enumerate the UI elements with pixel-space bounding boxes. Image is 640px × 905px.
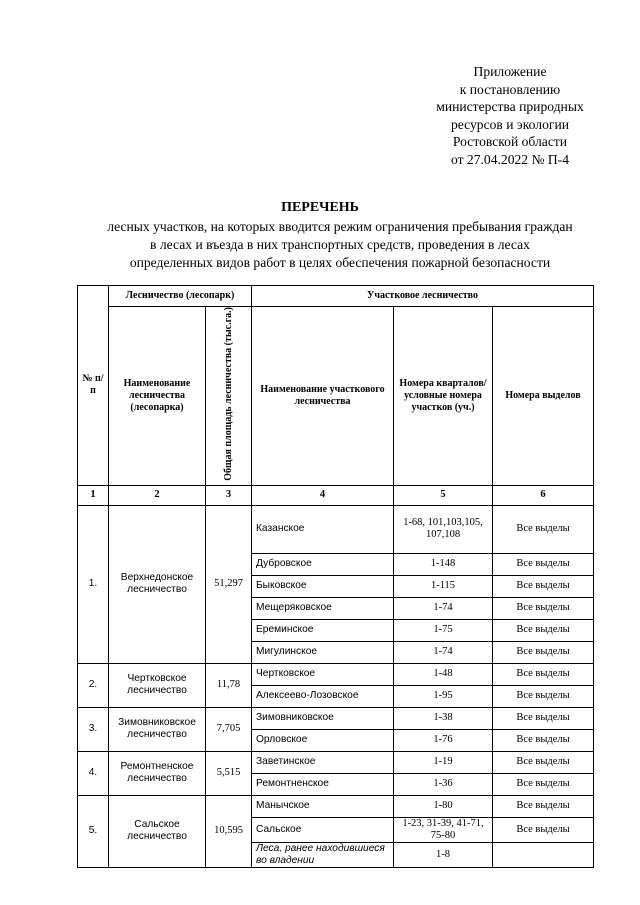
header-group-forestry: Лесничество (лесопарк) [109, 286, 252, 307]
forestry-number: 1. [78, 505, 109, 663]
header-area-cell [206, 307, 252, 486]
district-name: Мещеряковское [252, 597, 394, 619]
header-group-district: Участковое лесничество [252, 286, 594, 307]
quarter-numbers: 1-115 [394, 575, 493, 597]
quarter-numbers: 1-74 [394, 641, 493, 663]
table-row [78, 751, 594, 773]
forestry-area: 7,705 [206, 707, 252, 751]
plot-numbers: Все выделы [493, 751, 594, 773]
forestry-name: Ремонтненское лесничество [109, 751, 206, 795]
plot-numbers: Все выделы [493, 553, 594, 575]
plot-numbers: Все выделы [493, 641, 594, 663]
document-subtitle [60, 218, 620, 272]
forestry-name: Верхнедонское лесничество [109, 505, 206, 663]
column-number: 1 [78, 485, 109, 505]
quarter-numbers: 1-76 [394, 729, 493, 751]
forestry-name: Зимовниковское лесничество [109, 707, 206, 751]
plot-numbers: Все выделы [493, 619, 594, 641]
quarter-numbers: 1-148 [394, 553, 493, 575]
forestry-area: 5,515 [206, 751, 252, 795]
appendix-line: Приложение [473, 64, 547, 79]
subtitle-line: определенных видов работ в целях обеспечения пожарной безопасности [129, 255, 551, 270]
table-row [78, 795, 594, 817]
header-forestry-name: Наименование лесничества (лесопарка) [109, 307, 206, 486]
district-name: Алексеево-Лозовское [252, 685, 394, 707]
plot-numbers: Все выделы [493, 575, 594, 597]
quarter-numbers: 1-19 [394, 751, 493, 773]
quarter-numbers: 1-74 [394, 597, 493, 619]
table-row [78, 505, 594, 553]
forestry-name: Чертковское лесничество [109, 663, 206, 707]
plot-numbers: Все выделы [493, 663, 594, 685]
plot-numbers: Все выделы [493, 729, 594, 751]
appendix-line: от 27.04.2022 № П-4 [450, 151, 570, 167]
plot-numbers: Все выделы [493, 505, 594, 553]
district-name: Ремонтненское [252, 773, 394, 795]
forest-plots-table [77, 285, 594, 868]
appendix-line: министерства природных [436, 99, 584, 115]
quarter-numbers: 1-95 [394, 685, 493, 707]
column-number: 5 [394, 485, 493, 505]
document-title: ПЕРЕЧЕНЬ [281, 200, 359, 215]
column-number: 2 [109, 485, 206, 505]
district-name: Чертковское [252, 663, 394, 685]
quarter-numbers: 1-80 [394, 795, 493, 817]
column-number: 6 [493, 485, 594, 505]
district-name: Манычское [252, 795, 394, 817]
district-name: Сальское [252, 817, 394, 842]
quarter-numbers: 1-75 [394, 619, 493, 641]
column-number: 3 [206, 485, 252, 505]
appendix-line: ресурсов и экологии [450, 116, 569, 132]
header-quarters: Номера кварталов/ условные номера участков (уч.) [394, 307, 493, 486]
table-row [78, 663, 594, 685]
plot-numbers: Все выделы [493, 685, 594, 707]
subtitle-line: лесных участков, на которых вводится режим ограничения пребывания граждан [107, 219, 573, 234]
plot-numbers: Все выделы [493, 773, 594, 795]
district-name: Быковское [252, 575, 394, 597]
district-name: Казанское [252, 505, 394, 553]
quarter-numbers: 1-23, 31-39, 41-71, 75-80 [394, 817, 493, 842]
plot-numbers: Все выделы [493, 707, 594, 729]
header-plots: Номера выделов [493, 307, 594, 486]
forestry-number: 3. [78, 707, 109, 751]
header-num: № п/п [78, 286, 109, 486]
forestry-number: 2. [78, 663, 109, 707]
table-row [78, 707, 594, 729]
district-name: Заветинское [252, 751, 394, 773]
header-area: Общая площадь лесничества (тыс.га.) [222, 307, 234, 481]
subtitle-line: в лесах и въезда в них транспортных средств, проведения в лесах [150, 237, 530, 252]
appendix-block [380, 63, 640, 169]
header-district-name: Наименование участкового лесничества [252, 307, 394, 486]
district-name: Леса, ранее находившиеся во владении [252, 842, 394, 867]
quarter-numbers: 1-38 [394, 707, 493, 729]
forestry-name: Сальское лесничество [109, 795, 206, 867]
appendix-line: к постановлению [459, 81, 561, 97]
forestry-number: 5. [78, 795, 109, 867]
plot-numbers: Все выделы [493, 597, 594, 619]
appendix-line: Ростовской области [452, 134, 568, 150]
forestry-area: 11,78 [206, 663, 252, 707]
forestry-area: 10,595 [206, 795, 252, 867]
district-name: Орловское [252, 729, 394, 751]
quarter-numbers: 1-68, 101,103,105, 107,108 [394, 505, 493, 553]
quarter-numbers: 1-36 [394, 773, 493, 795]
district-name: Зимовниковское [252, 707, 394, 729]
plot-numbers: Все выделы [493, 817, 594, 842]
column-number: 4 [252, 485, 394, 505]
plot-numbers [493, 842, 594, 867]
plot-numbers: Все выделы [493, 795, 594, 817]
forestry-number: 4. [78, 751, 109, 795]
district-name: Мигулинское [252, 641, 394, 663]
quarter-numbers: 1-8 [394, 842, 493, 867]
district-name: Дубровское [252, 553, 394, 575]
district-name: Ереминское [252, 619, 394, 641]
quarter-numbers: 1-48 [394, 663, 493, 685]
forestry-area: 51,297 [206, 505, 252, 663]
